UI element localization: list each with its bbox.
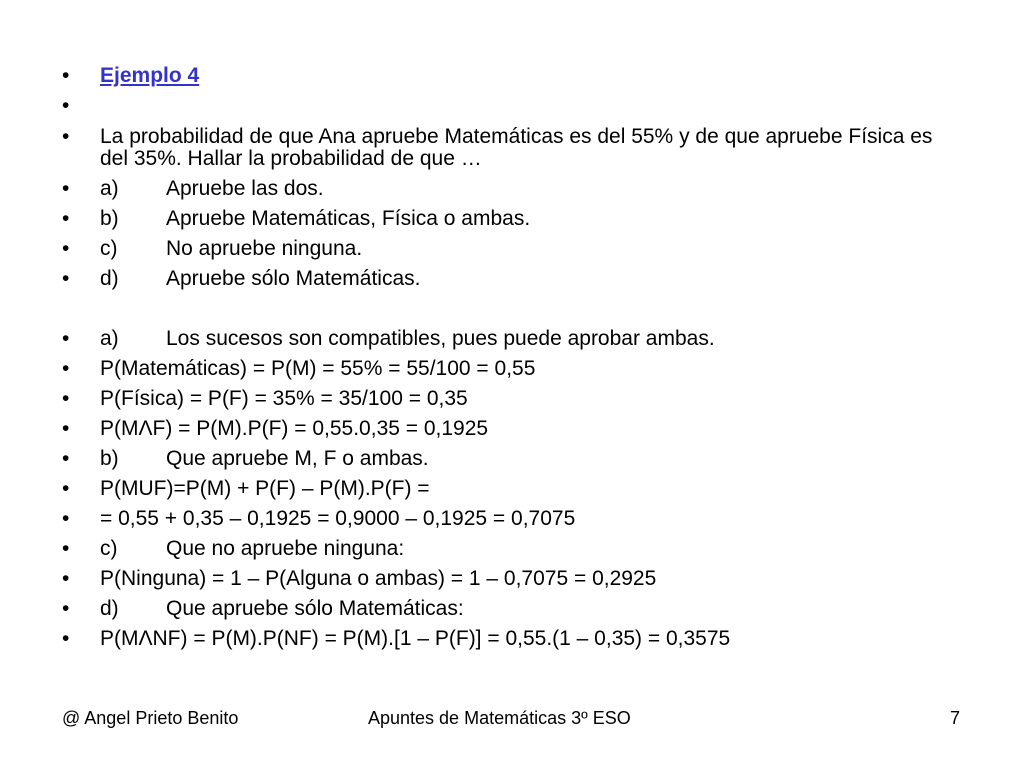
question-c	[62, 238, 962, 260]
bullet: •	[62, 94, 70, 117]
bullet: •	[62, 537, 70, 560]
question-text: Apruebe las dos.	[166, 177, 324, 200]
footer-page-number: 7	[950, 708, 961, 728]
prob-f	[62, 388, 962, 410]
question-label: a)	[100, 177, 119, 200]
formula-text: P(MΛNF) = P(M).P(NF) = P(M).[1 – P(F)] = 0,55.(1 – 0,35) = 0,3575	[100, 627, 731, 650]
question-b	[62, 208, 962, 230]
slide-title-link[interactable]: Ejemplo 4	[100, 64, 200, 87]
solution-text: Que apruebe sólo Matemáticas:	[166, 597, 464, 620]
bullet: •	[62, 417, 70, 440]
solution-label: d)	[100, 597, 119, 620]
solution-b	[62, 448, 962, 470]
solution-text: Que apruebe M, F o ambas.	[166, 447, 429, 470]
prob-only-m	[62, 628, 962, 650]
prob-m-and-f	[62, 418, 962, 440]
bullet: •	[62, 125, 70, 148]
question-label: d)	[100, 267, 119, 290]
footer-course: Apuntes de Matemáticas 3º ESO	[368, 708, 631, 728]
question-a	[62, 178, 962, 200]
bullet: •	[62, 477, 70, 500]
formula-text: P(Matemáticas) = P(M) = 55% = 55/100 = 0,55	[100, 357, 536, 380]
bullet: •	[62, 267, 70, 290]
question-label: c)	[100, 237, 118, 260]
bullet: •	[62, 507, 70, 530]
formula-text: P(Ninguna) = 1 – P(Alguna o ambas) = 1 – 0,7075 = 0,2925	[100, 567, 657, 590]
bullet: •	[62, 627, 70, 650]
bullet: •	[62, 177, 70, 200]
bullet: •	[62, 327, 70, 350]
bullet: •	[62, 357, 70, 380]
prob-m-or-f	[62, 478, 962, 500]
formula-text: P(Física) = P(F) = 35% = 35/100 = 0,35	[100, 387, 468, 410]
question-text: Apruebe Matemáticas, Física o ambas.	[166, 207, 531, 230]
problem-statement-text: La probabilidad de que Ana apruebe Matemáticas es del 55% y de que apruebe Física es del 35%. Hallar la probabilidad de que …	[100, 125, 933, 170]
bullet: •	[62, 387, 70, 410]
solution-c	[62, 538, 962, 560]
title-item	[62, 65, 962, 87]
prob-m-or-f-result	[62, 508, 962, 530]
question-text: No apruebe ninguna.	[166, 237, 363, 260]
footer-author: @ Angel Prieto Benito	[62, 708, 239, 728]
problem-statement	[62, 126, 962, 170]
bullet: •	[62, 447, 70, 470]
empty-item	[62, 95, 962, 117]
bullet: •	[62, 207, 70, 230]
question-label: b)	[100, 207, 119, 230]
bullet: •	[62, 237, 70, 260]
solution-a	[62, 328, 962, 350]
prob-m	[62, 358, 962, 380]
bullet: •	[62, 64, 70, 87]
solution-text: Que no apruebe ninguna:	[166, 537, 405, 560]
solution-text: Los sucesos son compatibles, pues puede aprobar ambas.	[166, 327, 715, 350]
question-d	[62, 268, 962, 290]
bullet: •	[62, 597, 70, 620]
prob-none	[62, 568, 962, 590]
question-text: Apruebe sólo Matemáticas.	[166, 267, 421, 290]
formula-text: P(MΛF) = P(M).P(F) = 0,55.0,35 = 0,1925	[100, 417, 489, 440]
solution-label: c)	[100, 537, 118, 560]
solution-label: b)	[100, 447, 119, 470]
bullet: •	[62, 567, 70, 590]
solution-d	[62, 598, 962, 620]
formula-text: P(MUF)=P(M) + P(F) – P(M).P(F) =	[100, 477, 430, 500]
formula-text: = 0,55 + 0,35 – 0,1925 = 0,9000 – 0,1925 = 0,7075	[100, 507, 576, 530]
slide-body	[62, 62, 962, 650]
solution-label: a)	[100, 327, 119, 350]
